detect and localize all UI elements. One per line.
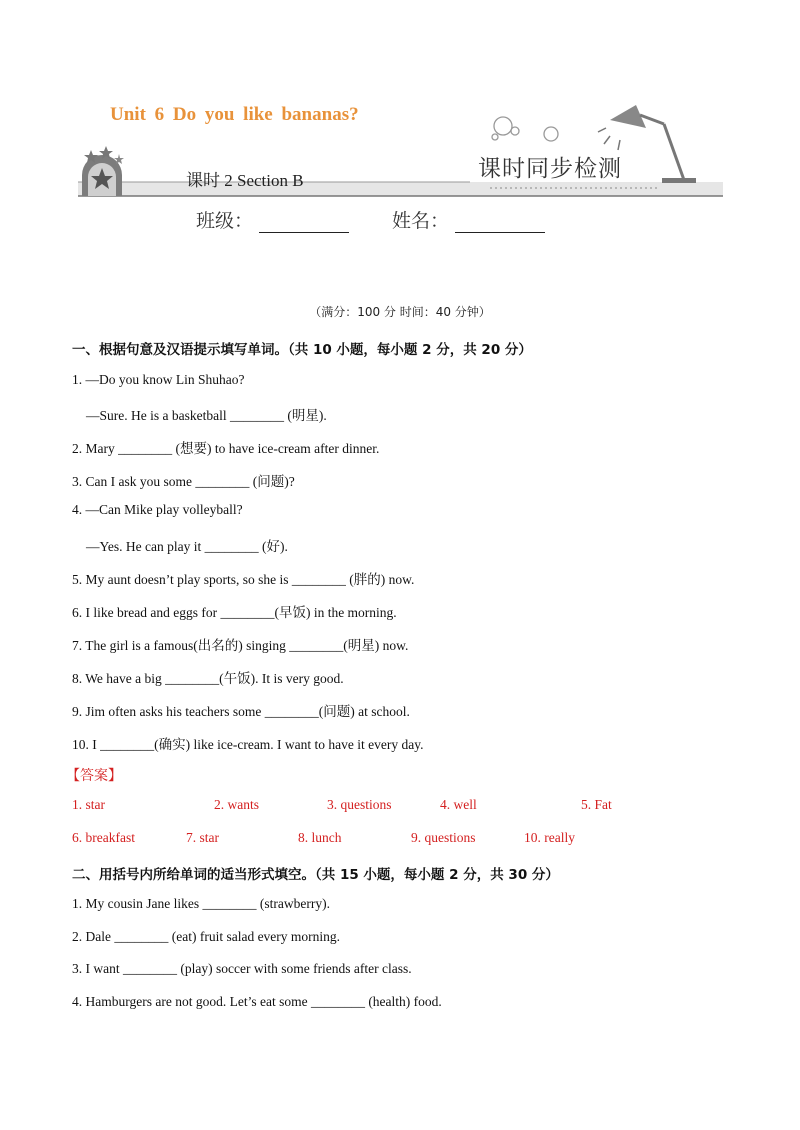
lesson-label: 课时 2 Section B [186, 171, 304, 190]
question-line: 2. Dale ________ (eat) fruit salad every morning. [72, 929, 341, 944]
section2-title: 二、用括号内所给单词的适当形式填空。（共 15 小题，每小题 2 分，共 30 分） [72, 867, 559, 883]
answer-item: 9. questions [411, 830, 476, 845]
star-badge-icon [82, 146, 124, 196]
question-line: 10. I ________(确实) like ice-cream. I want to have it every day. [72, 737, 424, 752]
answer-item: 7. star [186, 830, 219, 845]
class-blank [259, 214, 349, 233]
question-line: 7. The girl is a famous(出名的) singing ________(明星) now. [72, 638, 409, 653]
answer-item: 8. lunch [298, 830, 342, 845]
question-line: 1. —Do you know Lin Shuhao? [72, 372, 245, 387]
answer-item: 6. breakfast [72, 830, 135, 845]
question-line: 5. My aunt doesn’t play sports, so she is ________ (胖的) now. [72, 572, 415, 587]
answer-item: 1. star [72, 797, 105, 812]
bubbles-icon [492, 117, 558, 141]
question-line: 4. —Can Mike play volleyball? [72, 502, 243, 517]
class-label: 班级： [196, 210, 254, 232]
header-band [78, 182, 723, 196]
answer-item: 5. Fat [581, 797, 612, 812]
question-line: 9. Jim often asks his teachers some ________(问题) at school. [72, 704, 410, 719]
question-line: 6. I like bread and eggs for ________(早饭) in the morning. [72, 605, 397, 620]
question-line: 1. My cousin Jane likes ________ (strawberry). [72, 896, 330, 911]
class-field [196, 206, 349, 233]
score-line: （满分：100 分 时间：40 分钟） [309, 305, 491, 319]
answer-item: 10. really [524, 830, 575, 845]
unit-title: Unit 6 Do you like bananas? [110, 104, 359, 125]
header-graphic [0, 0, 800, 210]
question-line: 3. I want ________ (play) soccer with some friends after class. [72, 961, 412, 976]
name-label: 姓名： [392, 210, 450, 232]
answer-item: 3. questions [327, 797, 392, 812]
section1-title: 一、根据句意及汉语提示填写单词。（共 10 小题，每小题 2 分，共 20 分） [72, 342, 532, 358]
name-field [392, 206, 545, 233]
answer-item: 2. wants [214, 797, 259, 812]
answer-item: 4. well [440, 797, 477, 812]
question-line: 4. Hamburgers are not good. Let’s eat some ________ (health) food. [72, 994, 442, 1009]
answer-label: 【答案】 [66, 768, 122, 784]
name-blank [455, 214, 545, 233]
question-line: 2. Mary ________ (想要) to have ice-cream after dinner. [72, 441, 380, 456]
question-line: 8. We have a big ________(午饭). It is very good. [72, 671, 344, 686]
question-line: —Yes. He can play it ________ (好). [86, 539, 288, 554]
question-line: 3. Can I ask you some ________ (问题)? [72, 474, 295, 489]
stamp-title: 课时同步检测 [478, 156, 622, 182]
question-line: —Sure. He is a basketball ________ (明星). [86, 408, 327, 423]
